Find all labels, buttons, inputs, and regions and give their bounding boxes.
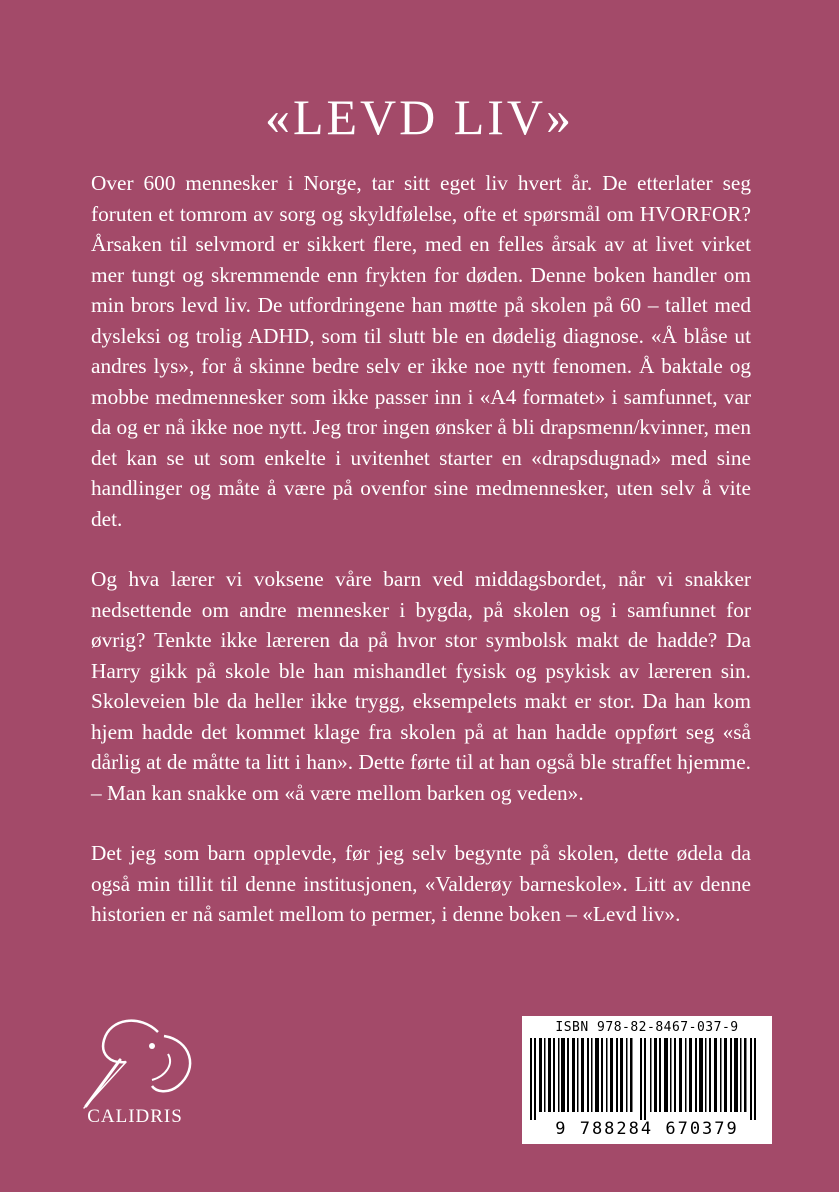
blurb-paragraph-2: Og hva lærer vi voksene våre barn ved middagsbordet, når vi snakker nedsettende om andre mennesker i bygda, på skolen og i samfunnet for øvrig? Tenkte ikke læreren da på hvor stor symbolsk makt de hadde? Da Harry gikk på skole ble han mishandlet fysisk og psykisk av læreren sin. Skoleveien ble da heller ikke trygg, eksempelets makt er stor. Da han kom hjem hadde det kommet klage fra skolen på at han hadde oppført seg «så dårlig at de måtte ta litt i han». Dette førte til at han også ble straffet hjemme. – Man kan snakke om «å være mellom barken og veden». (91, 567, 751, 805)
isbn-label: ISBN 978-82-8467-037-9 (555, 1020, 739, 1035)
isbn-barcode (522, 1016, 772, 1144)
publisher-logo (60, 1010, 210, 1135)
blurb-text (91, 168, 751, 960)
publisher-name: CALIDRIS (87, 1106, 183, 1127)
barcode-icon (530, 1038, 764, 1120)
barcode-number: 9 788284 670379 (555, 1119, 739, 1139)
calidris-bird-icon (60, 1010, 210, 1110)
book-title: «LEVD LIV» (264, 89, 575, 145)
blurb-paragraph-3: Det jeg som barn opplevde, før jeg selv begynte på skolen, dette ødela da også min tillit til denne institusjonen, «Valderøy barneskole». Litt av denne historien er nå samlet mellom to permer, i denne boken – «Levd liv». (91, 841, 751, 926)
blurb-paragraph-1: Over 600 mennesker i Norge, tar sitt eget liv hvert år. De etterlater seg foruten et tomrom av sorg og skyldfølelse, ofte et spørsmål om HVORFOR? Årsaken til selvmord er sikkert flere, med en felles årsak av at livet virket mer tungt og skremmende enn frykten for døden. Denne boken handler om min brors levd liv. De utfordringene han møtte på skolen på 60 – tallet med dysleksi og trolig ADHD, som til slutt ble en dødelig diagnose. «Å blåse ut andres lys», for å skinne bedre selv er ikke noe nytt fenomen. Å baktale og mobbe medmennesker som ikke passer inn i «A4 formatet» i samfunnet, var da og er nå ikke noe nytt. Jeg tror ingen ønsker å bli drapsmenn/kvinner, men det kan se ut som enkelte i uvitenhet starter en «drapsdugnad» med sine handlinger og måte å være på ovenfor sine medmennesker, uten selv å vite det. (91, 171, 751, 531)
